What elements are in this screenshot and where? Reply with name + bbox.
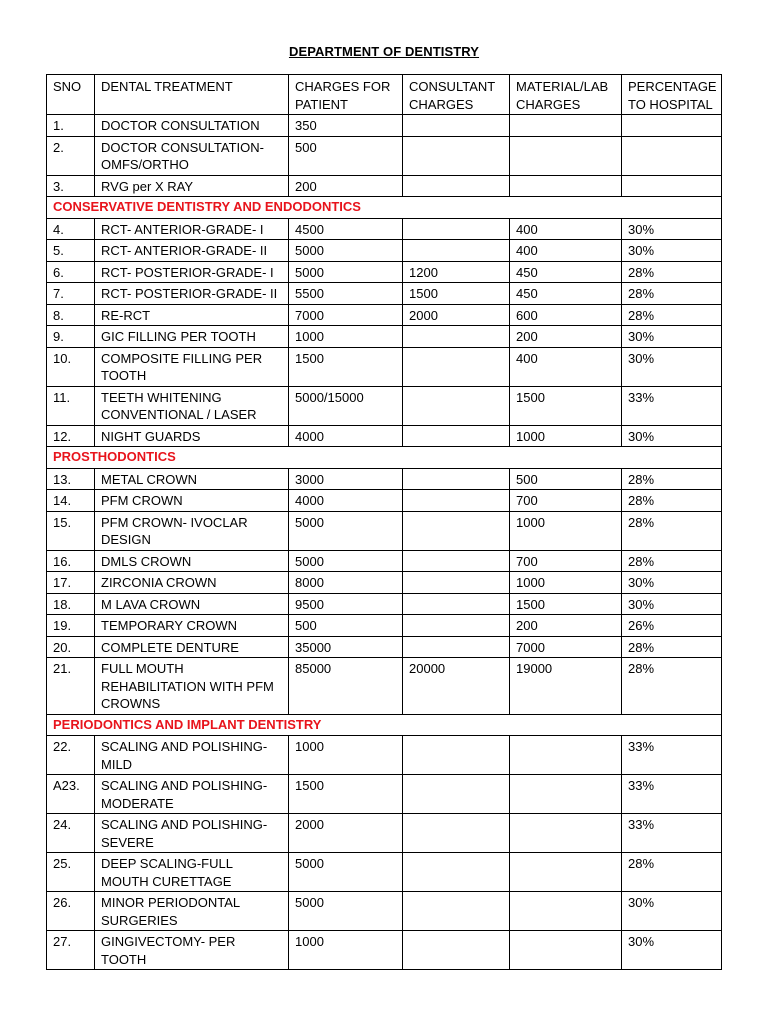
cell-consultant-charges	[403, 468, 510, 490]
cell-consultant-charges	[403, 572, 510, 594]
cell-material-lab-charges	[510, 136, 622, 175]
cell-percentage-to-hospital: 28%	[622, 658, 722, 715]
cell-charges-for-patient: 1000	[289, 736, 403, 775]
cell-sno: 18.	[47, 593, 95, 615]
cell-sno: 11.	[47, 386, 95, 425]
cell-sno: 27.	[47, 931, 95, 970]
cell-material-lab-charges	[510, 115, 622, 137]
table-row	[47, 386, 722, 425]
table-row	[47, 853, 722, 892]
table-row	[47, 511, 722, 550]
cell-consultant-charges: 1500	[403, 283, 510, 305]
cell-consultant-charges	[403, 853, 510, 892]
cell-percentage-to-hospital: 33%	[622, 814, 722, 853]
cell-percentage-to-hospital: 28%	[622, 283, 722, 305]
table-body	[47, 115, 722, 970]
cell-material-lab-charges: 500	[510, 468, 622, 490]
table-row	[47, 615, 722, 637]
table-row	[47, 347, 722, 386]
cell-dental-treatment: DOCTOR CONSULTATION	[95, 115, 289, 137]
cell-charges-for-patient: 5500	[289, 283, 403, 305]
cell-material-lab-charges: 200	[510, 326, 622, 348]
cell-percentage-to-hospital: 30%	[622, 892, 722, 931]
cell-sno: 9.	[47, 326, 95, 348]
cell-charges-for-patient: 3000	[289, 468, 403, 490]
cell-consultant-charges	[403, 326, 510, 348]
cell-material-lab-charges	[510, 736, 622, 775]
cell-consultant-charges: 2000	[403, 304, 510, 326]
header-charges-for-patient: CHARGES FOR PATIENT	[289, 75, 403, 115]
cell-material-lab-charges: 600	[510, 304, 622, 326]
table-row	[47, 814, 722, 853]
cell-sno: 26.	[47, 892, 95, 931]
cell-dental-treatment: TEMPORARY CROWN	[95, 615, 289, 637]
table-row	[47, 468, 722, 490]
document-title: DEPARTMENT OF DENTISTRY	[288, 44, 480, 59]
cell-dental-treatment: GIC FILLING PER TOOTH	[95, 326, 289, 348]
cell-consultant-charges	[403, 240, 510, 262]
cell-percentage-to-hospital: 28%	[622, 261, 722, 283]
cell-charges-for-patient: 1000	[289, 326, 403, 348]
cell-charges-for-patient: 4000	[289, 490, 403, 512]
cell-charges-for-patient: 1500	[289, 347, 403, 386]
cell-charges-for-patient: 1000	[289, 931, 403, 970]
cell-charges-for-patient: 5000	[289, 853, 403, 892]
cell-material-lab-charges: 200	[510, 615, 622, 637]
cell-dental-treatment: GINGIVECTOMY- PER TOOTH	[95, 931, 289, 970]
section-heading: CONSERVATIVE DENTISTRY AND ENDODONTICS	[47, 197, 722, 219]
cell-sno: 14.	[47, 490, 95, 512]
table-row	[47, 636, 722, 658]
table-row	[47, 550, 722, 572]
cell-dental-treatment: COMPOSITE FILLING PER TOOTH	[95, 347, 289, 386]
cell-charges-for-patient: 4000	[289, 425, 403, 447]
cell-percentage-to-hospital: 28%	[622, 853, 722, 892]
table-row	[47, 892, 722, 931]
cell-percentage-to-hospital	[622, 175, 722, 197]
header-consultant-charges: CONSULTANT CHARGES	[403, 75, 510, 115]
cell-material-lab-charges	[510, 892, 622, 931]
cell-consultant-charges	[403, 115, 510, 137]
table-row	[47, 593, 722, 615]
cell-sno: 19.	[47, 615, 95, 637]
header-sno: SNO	[47, 75, 95, 115]
cell-sno: 25.	[47, 853, 95, 892]
cell-consultant-charges	[403, 814, 510, 853]
cell-charges-for-patient: 2000	[289, 814, 403, 853]
cell-percentage-to-hospital: 28%	[622, 511, 722, 550]
treatment-charges-table	[46, 74, 722, 970]
cell-dental-treatment: RCT- POSTERIOR-GRADE- I	[95, 261, 289, 283]
section-heading: PERIODONTICS AND IMPLANT DENTISTRY	[47, 714, 722, 736]
table-row	[47, 115, 722, 137]
cell-dental-treatment: DEEP SCALING-FULL MOUTH CURETTAGE	[95, 853, 289, 892]
cell-dental-treatment: SCALING AND POLISHING-SEVERE	[95, 814, 289, 853]
cell-material-lab-charges: 700	[510, 550, 622, 572]
cell-percentage-to-hospital: 30%	[622, 347, 722, 386]
cell-charges-for-patient: 9500	[289, 593, 403, 615]
cell-consultant-charges	[403, 511, 510, 550]
section-heading: PROSTHODONTICS	[47, 447, 722, 469]
cell-consultant-charges	[403, 931, 510, 970]
table-row	[47, 240, 722, 262]
cell-consultant-charges	[403, 386, 510, 425]
cell-dental-treatment: RCT- ANTERIOR-GRADE- II	[95, 240, 289, 262]
cell-consultant-charges	[403, 347, 510, 386]
cell-material-lab-charges: 450	[510, 261, 622, 283]
cell-consultant-charges: 20000	[403, 658, 510, 715]
cell-sno: 12.	[47, 425, 95, 447]
cell-material-lab-charges: 450	[510, 283, 622, 305]
cell-dental-treatment: SCALING AND POLISHING-MILD	[95, 736, 289, 775]
cell-sno: 16.	[47, 550, 95, 572]
cell-sno: 8.	[47, 304, 95, 326]
cell-percentage-to-hospital: 28%	[622, 304, 722, 326]
cell-sno: 10.	[47, 347, 95, 386]
cell-charges-for-patient: 5000/15000	[289, 386, 403, 425]
cell-dental-treatment: PFM CROWN- IVOCLAR DESIGN	[95, 511, 289, 550]
cell-sno: 7.	[47, 283, 95, 305]
cell-consultant-charges	[403, 636, 510, 658]
cell-charges-for-patient: 5000	[289, 240, 403, 262]
cell-sno: 6.	[47, 261, 95, 283]
cell-dental-treatment: RVG per X RAY	[95, 175, 289, 197]
cell-sno: 24.	[47, 814, 95, 853]
cell-sno: 15.	[47, 511, 95, 550]
cell-percentage-to-hospital: 28%	[622, 468, 722, 490]
cell-dental-treatment: DMLS CROWN	[95, 550, 289, 572]
cell-consultant-charges	[403, 615, 510, 637]
cell-consultant-charges	[403, 425, 510, 447]
cell-consultant-charges	[403, 136, 510, 175]
cell-material-lab-charges: 1500	[510, 386, 622, 425]
cell-material-lab-charges: 1500	[510, 593, 622, 615]
table-row	[47, 175, 722, 197]
table-row	[47, 658, 722, 715]
cell-dental-treatment: METAL CROWN	[95, 468, 289, 490]
cell-material-lab-charges: 700	[510, 490, 622, 512]
cell-sno: 17.	[47, 572, 95, 594]
cell-percentage-to-hospital: 33%	[622, 775, 722, 814]
cell-percentage-to-hospital: 28%	[622, 490, 722, 512]
cell-charges-for-patient: 5000	[289, 261, 403, 283]
cell-charges-for-patient: 35000	[289, 636, 403, 658]
cell-charges-for-patient: 8000	[289, 572, 403, 594]
cell-charges-for-patient: 350	[289, 115, 403, 137]
table-row	[47, 775, 722, 814]
cell-material-lab-charges	[510, 853, 622, 892]
cell-percentage-to-hospital: 30%	[622, 425, 722, 447]
cell-material-lab-charges: 400	[510, 240, 622, 262]
header-dental-treatment: DENTAL TREATMENT	[95, 75, 289, 115]
cell-percentage-to-hospital: 33%	[622, 386, 722, 425]
cell-material-lab-charges: 7000	[510, 636, 622, 658]
table-row	[47, 283, 722, 305]
cell-material-lab-charges: 1000	[510, 572, 622, 594]
table-row	[47, 425, 722, 447]
table-row	[47, 572, 722, 594]
cell-consultant-charges: 1200	[403, 261, 510, 283]
cell-percentage-to-hospital: 28%	[622, 636, 722, 658]
cell-dental-treatment: TEETH WHITENING CONVENTIONAL / LASER	[95, 386, 289, 425]
section-heading-row	[47, 714, 722, 736]
table-row	[47, 931, 722, 970]
cell-dental-treatment: M LAVA CROWN	[95, 593, 289, 615]
cell-dental-treatment: RCT- ANTERIOR-GRADE- I	[95, 218, 289, 240]
cell-charges-for-patient: 200	[289, 175, 403, 197]
cell-charges-for-patient: 85000	[289, 658, 403, 715]
cell-consultant-charges	[403, 736, 510, 775]
cell-dental-treatment: SCALING AND POLISHING-MODERATE	[95, 775, 289, 814]
cell-material-lab-charges: 1000	[510, 425, 622, 447]
cell-dental-treatment: RCT- POSTERIOR-GRADE- II	[95, 283, 289, 305]
cell-consultant-charges	[403, 218, 510, 240]
cell-charges-for-patient: 500	[289, 136, 403, 175]
cell-charges-for-patient: 1500	[289, 775, 403, 814]
cell-consultant-charges	[403, 550, 510, 572]
cell-material-lab-charges	[510, 814, 622, 853]
table-row	[47, 490, 722, 512]
cell-sno: 3.	[47, 175, 95, 197]
cell-dental-treatment: RE-RCT	[95, 304, 289, 326]
cell-material-lab-charges	[510, 775, 622, 814]
table-header-row	[47, 75, 722, 115]
section-heading-row	[47, 197, 722, 219]
cell-consultant-charges	[403, 892, 510, 931]
cell-dental-treatment: NIGHT GUARDS	[95, 425, 289, 447]
cell-sno: 4.	[47, 218, 95, 240]
cell-material-lab-charges: 400	[510, 218, 622, 240]
header-material-lab-charges: MATERIAL/LAB CHARGES	[510, 75, 622, 115]
cell-consultant-charges	[403, 175, 510, 197]
cell-percentage-to-hospital: 30%	[622, 218, 722, 240]
cell-sno: 5.	[47, 240, 95, 262]
cell-dental-treatment: DOCTOR CONSULTATION-OMFS/ORTHO	[95, 136, 289, 175]
table-row	[47, 326, 722, 348]
cell-consultant-charges	[403, 490, 510, 512]
cell-material-lab-charges: 1000	[510, 511, 622, 550]
cell-dental-treatment: ZIRCONIA CROWN	[95, 572, 289, 594]
cell-charges-for-patient: 5000	[289, 511, 403, 550]
cell-percentage-to-hospital: 28%	[622, 550, 722, 572]
cell-charges-for-patient: 5000	[289, 892, 403, 931]
cell-material-lab-charges	[510, 931, 622, 970]
cell-sno: 2.	[47, 136, 95, 175]
cell-charges-for-patient: 7000	[289, 304, 403, 326]
cell-sno: 13.	[47, 468, 95, 490]
cell-dental-treatment: COMPLETE DENTURE	[95, 636, 289, 658]
cell-percentage-to-hospital: 30%	[622, 240, 722, 262]
cell-sno: 22.	[47, 736, 95, 775]
cell-percentage-to-hospital: 33%	[622, 736, 722, 775]
cell-consultant-charges	[403, 775, 510, 814]
table-row	[47, 218, 722, 240]
cell-sno: 1.	[47, 115, 95, 137]
cell-percentage-to-hospital: 30%	[622, 326, 722, 348]
cell-dental-treatment: PFM CROWN	[95, 490, 289, 512]
cell-percentage-to-hospital: 30%	[622, 931, 722, 970]
cell-sno: 21.	[47, 658, 95, 715]
cell-percentage-to-hospital	[622, 136, 722, 175]
cell-sno: A23.	[47, 775, 95, 814]
cell-percentage-to-hospital	[622, 115, 722, 137]
cell-material-lab-charges	[510, 175, 622, 197]
section-heading-row	[47, 447, 722, 469]
cell-sno: 20.	[47, 636, 95, 658]
cell-dental-treatment: MINOR PERIODONTAL SURGERIES	[95, 892, 289, 931]
cell-dental-treatment: FULL MOUTH REHABILITATION WITH PFM CROWNS	[95, 658, 289, 715]
header-percentage-to-hospital: PERCENTAGE TO HOSPITAL	[622, 75, 722, 115]
cell-percentage-to-hospital: 26%	[622, 615, 722, 637]
table-row	[47, 304, 722, 326]
table-row	[47, 736, 722, 775]
table-row	[47, 136, 722, 175]
cell-material-lab-charges: 19000	[510, 658, 622, 715]
cell-percentage-to-hospital: 30%	[622, 572, 722, 594]
cell-percentage-to-hospital: 30%	[622, 593, 722, 615]
cell-consultant-charges	[403, 593, 510, 615]
cell-material-lab-charges: 400	[510, 347, 622, 386]
table-row	[47, 261, 722, 283]
cell-charges-for-patient: 5000	[289, 550, 403, 572]
cell-charges-for-patient: 500	[289, 615, 403, 637]
cell-charges-for-patient: 4500	[289, 218, 403, 240]
